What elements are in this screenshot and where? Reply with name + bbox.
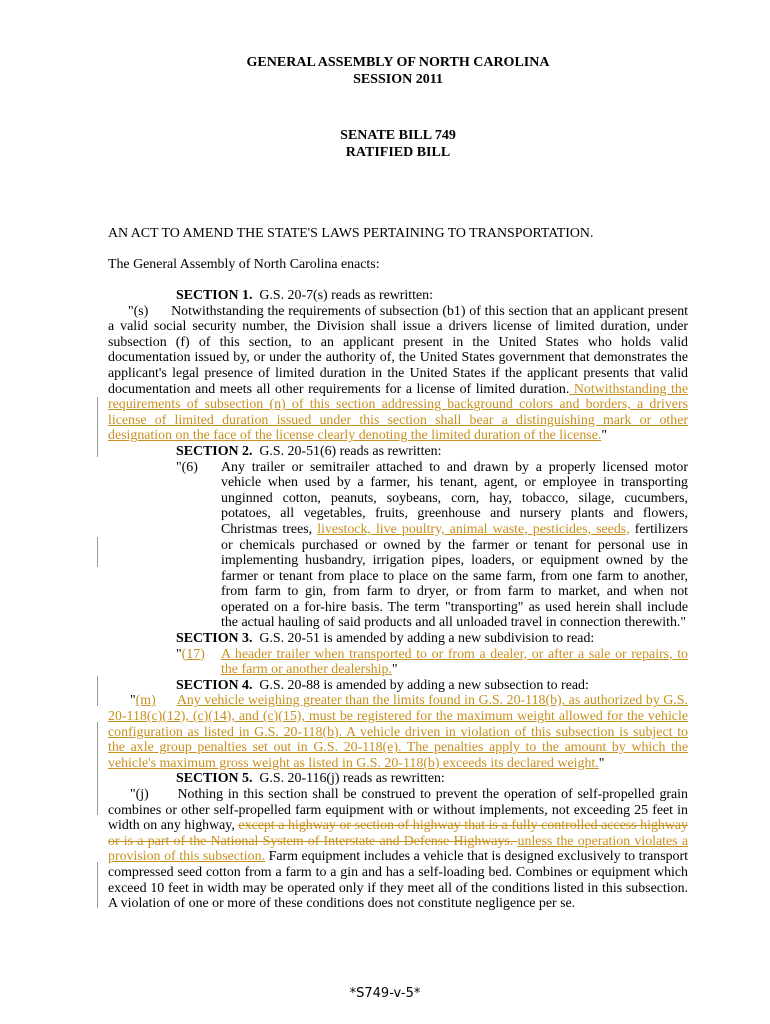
enacting-clause: The General Assembly of North Carolina enacts:: [108, 257, 380, 272]
section-1-close: ": [601, 428, 608, 444]
section-2-label: SECTION 2.: [176, 443, 253, 459]
section-3-heading-text: G.S. 20-51 is amended by adding a new subdivision to read:: [259, 631, 595, 647]
section-5-deleted: except a highway or section of highway that is a fully controlled access highway or is a part of the National System of Interstate and Defense Highways.: [108, 818, 688, 849]
section-3-body: [108, 647, 688, 678]
section-2-heading-text: G.S. 20-51(6) reads as rewritten:: [259, 443, 442, 459]
section-4-label: SECTION 4.: [176, 677, 253, 693]
section-1-heading: [108, 288, 688, 304]
bill-header: [108, 127, 688, 161]
document-header: [108, 54, 688, 88]
section-4-inserted: Any vehicle weighing greater than the limits found in G.S. 20-118(b), as authorized by G.S. 20-118(c)(12), (c)(14), and (c)(15), must be registered for the maximum weight allowed for the vehicle configuration as listed in G.S. 20-118(b). A vehicle driven in violation of this subsection is subject to the axle group penalties set out in G.S. 20-118(e). The penalties apply to the amount by which the vehicle's maximum gross weight as listed in G.S. 20-118(b) exceeds its declared weight.: [108, 693, 688, 771]
section-2-body: [108, 460, 688, 632]
section-3-sub-label: [176, 647, 205, 663]
section-1-text: Notwithstanding the requirements of subsection (b1) of this section that an applicant present a valid social security number, the Division shall issue a drivers license of limited duration, under subsection (f) of this section, to an applicant present in the United States who holds valid documentation issued by, or under the authority of, the United States government that demonstrates the applicant's legal presence of limited duration in the United States if the applicant presents that valid documentation and meets all other requirements for a license of limited duration.: [108, 303, 688, 397]
section-1-heading-text: G.S. 20-7(s) reads as rewritten:: [259, 288, 433, 303]
section-5-sub: "(j): [130, 787, 149, 802]
section-3-sub: (17): [181, 646, 205, 662]
change-bar: [97, 722, 98, 815]
section-5-body: [108, 787, 688, 912]
act-title: AN ACT TO AMEND THE STATE'S LAWS PERTAINING TO TRANSPORTATION.: [108, 226, 594, 241]
section-4-heading-text: G.S. 20-88 is amended by adding a new subsection to read:: [259, 677, 589, 693]
section-4-sub: (m): [135, 693, 156, 709]
document-footer-id: *S749-v-5*: [349, 986, 421, 1001]
section-1-sub: "(s): [128, 303, 149, 319]
assembly-title: GENERAL ASSEMBLY OF NORTH CAROLINA: [246, 55, 550, 70]
section-2-sub: "(6): [176, 459, 198, 475]
section-5-heading-text: G.S. 20-116(j) reads as rewritten:: [259, 771, 445, 787]
section-3-inserted: A header trailer when transported to or from a dealer, or after a sale or repairs, to the farm or another dealership.: [221, 646, 688, 678]
change-bar: [97, 397, 98, 457]
change-bar: [97, 862, 98, 908]
bill-status: RATIFIED BILL: [345, 145, 451, 160]
section-4-open-quote: ": [130, 693, 136, 709]
session-title: SESSION 2011: [353, 72, 443, 87]
section-5-text-a: Nothing in this section shall be construed to prevent the operation of self-propelled grain combines or other self-propelled farm equipment with or without implements, not exceeding 25 feet in width on any highway,: [108, 787, 688, 834]
section-3-open-quote: ": [176, 646, 182, 662]
section-5-heading: [108, 771, 688, 787]
change-bar: [97, 537, 98, 567]
section-4-close: ": [598, 755, 605, 771]
sections-body: [108, 288, 688, 912]
section-1-inserted: Notwithstanding the requirements of subsection (n) of this section addressing background colors and borders, a drivers license of limited duration issued under this section shall bear a distinguishing mark or other designation on the face of the license clearly denoting the limited duration of the license.: [108, 381, 688, 444]
section-2-heading: [108, 444, 688, 460]
section-3-heading: [108, 631, 688, 647]
section-2-text-b: fertilizers or chemicals purchased or owned by the farmer or tenant for personal use in implementing husbandry, irrigation pipes, loaders, or equipment owned by the farmer or tenant from place to place on the same farm, from one farm to another, from farm to gin, from farm to dryer, or from farm to market, and when not operated on a for-hire basis. The term "transporting" as used herein shall include the actual hauling of said products and all unloaded travel in connection therewith.": [221, 521, 688, 631]
section-5-label: SECTION 5.: [176, 771, 253, 787]
bill-number: SENATE BILL 749: [340, 128, 456, 143]
section-1-label: SECTION 1.: [176, 288, 253, 303]
section-2-inserted: livestock, live poultry, animal waste, pesticides, seeds,: [317, 521, 630, 537]
section-5-text-b: Farm equipment includes a vehicle that is designed exclusively to transport compressed seed cotton from a farm to a gin and has a self-loading bed. Combines or equipment which exceed 10 feet in width may be operated only if they meet all of the conditions listed in this subsection. A violation of one or more of these conditions does not constitute negligence per se.: [108, 849, 688, 912]
section-3-label: SECTION 3.: [176, 631, 253, 647]
section-5-inserted: unless the operation violates a provision of this subsection.: [108, 833, 688, 865]
section-2-text-a: Any trailer or semitrailer attached to and drawn by a properly licensed motor vehicle when used by a farmer, his tenant, agent, or employee in transporting unginned cotton, peanuts, soybeans, corn, hay, tobacco, silage, cucumbers, potatoes, all vegetables, fruits, greenhouse and nursery plants and flowers, Christmas trees,: [221, 459, 688, 537]
change-bar: [97, 676, 98, 706]
section-4-body: [108, 693, 688, 771]
section-4-heading: [108, 678, 688, 694]
section-1-body: [108, 304, 688, 444]
section-3-close: ": [391, 662, 398, 678]
